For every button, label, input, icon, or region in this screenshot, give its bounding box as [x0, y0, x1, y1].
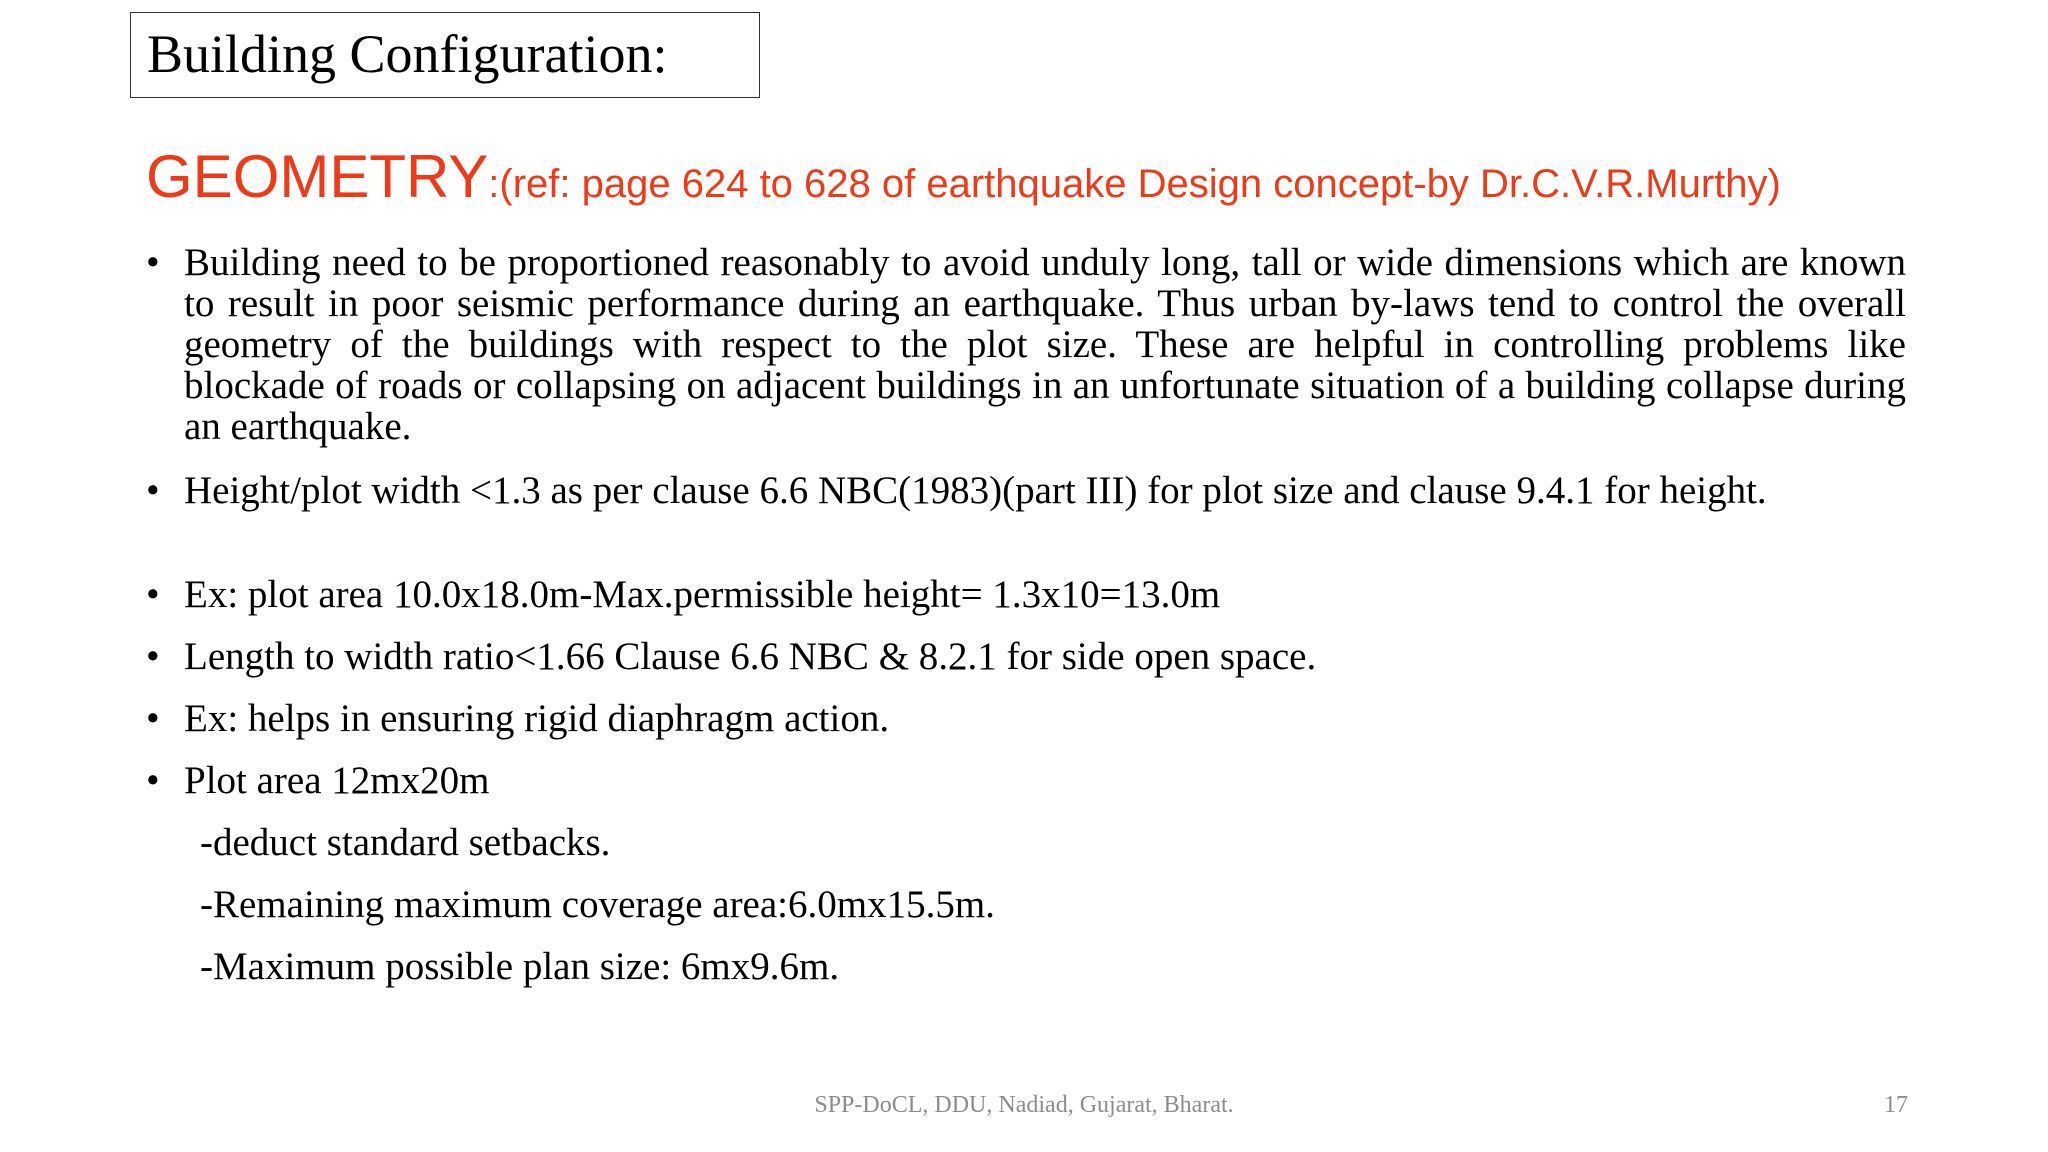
page-number: 17 [1884, 1092, 1908, 1118]
slide-title: Building Configuration: [147, 24, 668, 84]
bullet-item: • Ex: plot area 10.0x18.0m-Max.permissible height= 1.3x10=13.0m [184, 574, 1906, 615]
bullet-item: • Ex: helps in ensuring rigid diaphragm action. [184, 698, 1906, 739]
sub-item: -Maximum possible plan size: 6mx9.6m. [200, 945, 840, 988]
bullet-item: • Building need to be proportioned reasonably to avoid unduly long, tall or wide dimensions which are known to result in poor seismic performance during an earthquake. Thus urban by-laws tend to control the overall geometry of the buildings with respect to the plot size. These are helpful in controlling problems like blockade of roads or collapsing on adjacent buildings in an unfortunate situation of a building collapse during an earthquake. [184, 242, 1906, 447]
section-heading-reference: :(ref: page 624 to 628 of earthquake Design concept-by Dr.C.V.R.Murthy) [488, 162, 1781, 206]
sub-item: -deduct standard setbacks. [200, 821, 611, 864]
title-box [130, 12, 760, 98]
section-heading [146, 142, 1781, 211]
slide-footer: SPP-DoCL, DDU, Nadiad, Gujarat, Bharat. [814, 1092, 1234, 1118]
bullet-item: • Plot area 12mx20m [184, 760, 1906, 801]
sub-item: -Remaining maximum coverage area:6.0mx15.5m. [200, 883, 995, 926]
bullet-item: • Height/plot width <1.3 as per clause 6.6 NBC(1983)(part III) for plot size and clause 9.4.1 for height. [184, 470, 1906, 511]
bullet-item: • Length to width ratio<1.66 Clause 6.6 NBC & 8.2.1 for side open space. [184, 636, 1906, 677]
section-heading-main: GEOMETRY [146, 143, 489, 210]
